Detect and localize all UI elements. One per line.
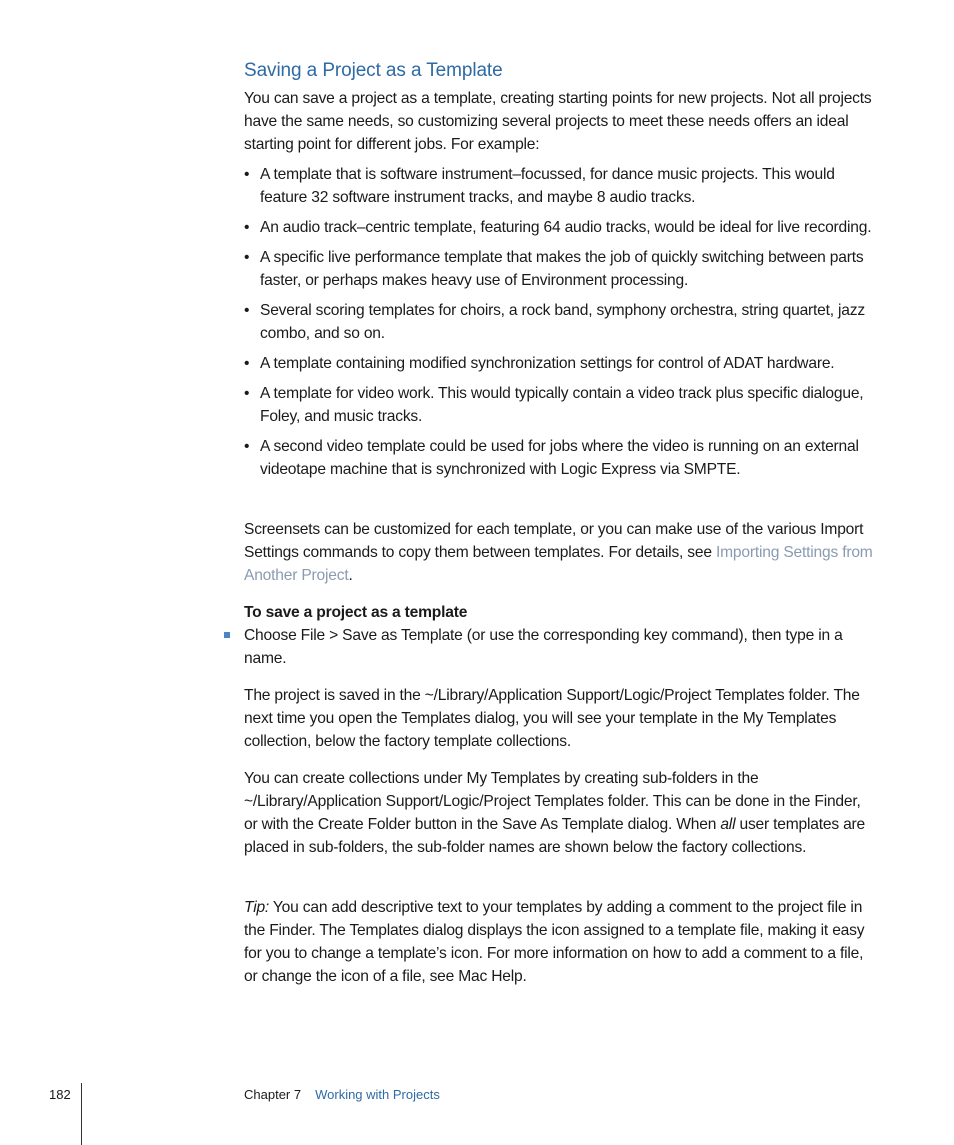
- task-heading: To save a project as a template: [244, 604, 468, 621]
- list-item: • A second video template could be used for jobs where the video is running on an external videotape machine that is synchronized with Logic Express via SMPTE.: [244, 435, 876, 481]
- bullet-icon: •: [244, 166, 250, 183]
- list-item: • Several scoring templates for choirs, a rock band, symphony orchestra, string quartet, jazz combo, and so on.: [244, 299, 876, 345]
- step-square-icon: [224, 632, 230, 638]
- footer-divider: [81, 1083, 82, 1145]
- chapter-title: Working with Projects: [315, 1087, 440, 1102]
- bullet-icon: •: [244, 302, 250, 319]
- list-item: • A template that is software instrument–focussed, for dance music projects. This would feature 32 software instrument tracks, and maybe 8 audio tracks.: [244, 163, 876, 209]
- tip-paragraph: Tip: You can add descriptive text to your templates by adding a comment to the project file in the Finder. The Templates dialog displays the icon assigned to a template file, making it easy for you to change a template’s icon. For more information on how to add a comment to a file, or change the icon of a file, see Mac Help.: [244, 899, 865, 985]
- list-item: • A specific live performance template that makes the job of quickly switching between parts faster, or perhaps makes heavy use of Environment processing.: [244, 246, 876, 292]
- chapter-label: Chapter 7: [244, 1087, 302, 1102]
- chapter-footer: [244, 1087, 440, 1102]
- task-step: [224, 624, 876, 670]
- page-number: 182: [49, 1087, 71, 1102]
- bullet-icon: •: [244, 385, 250, 402]
- saved-location-paragraph: The project is saved in the ~/Library/Application Support/Logic/Project Templates folder. The next time you open the Templates dialog, you will see your template in the My Templates collection, below the factory template collections.: [244, 687, 860, 750]
- collections-paragraph: You can create collections under My Templates by creating sub-folders in the ~/Library/Application Support/Logic/Project Templates folder. This can be done in the Finder, or with the Create Folder button in the Save As Template dialog. When all user templates are placed in sub-folders, the sub-folder names are shown below the factory collections.: [244, 770, 866, 856]
- bullet-icon: •: [244, 249, 250, 266]
- step-text: Choose File > Save as Template (or use the corresponding key command), then type in a name.: [244, 627, 843, 667]
- importing-settings-link[interactable]: Importing Settings from Another Project: [244, 544, 873, 584]
- bullet-icon: •: [244, 355, 250, 372]
- template-examples-list: [244, 163, 876, 488]
- section-heading: Saving a Project as a Template: [244, 60, 503, 81]
- bullet-icon: •: [244, 219, 250, 236]
- intro-paragraph: You can save a project as a template, creating starting points for new projects. Not all projects have the same needs, so customizing several projects to meet these needs offers an ideal starting point for different jobs. For example:: [244, 90, 872, 153]
- list-item: • A template containing modified synchronization settings for control of ADAT hardware.: [244, 352, 876, 375]
- list-item: • An audio track–centric template, featuring 64 audio tracks, would be ideal for live recording.: [244, 216, 876, 239]
- list-item: • A template for video work. This would typically contain a video track plus specific dialogue, Foley, and music tracks.: [244, 382, 876, 428]
- tip-label: Tip:: [244, 899, 270, 916]
- bullet-icon: •: [244, 438, 250, 455]
- screensets-paragraph: Screensets can be customized for each template, or you can make use of the various Import Settings commands to copy them between templates. For details, see Importing Settings from Another Project.: [244, 521, 873, 584]
